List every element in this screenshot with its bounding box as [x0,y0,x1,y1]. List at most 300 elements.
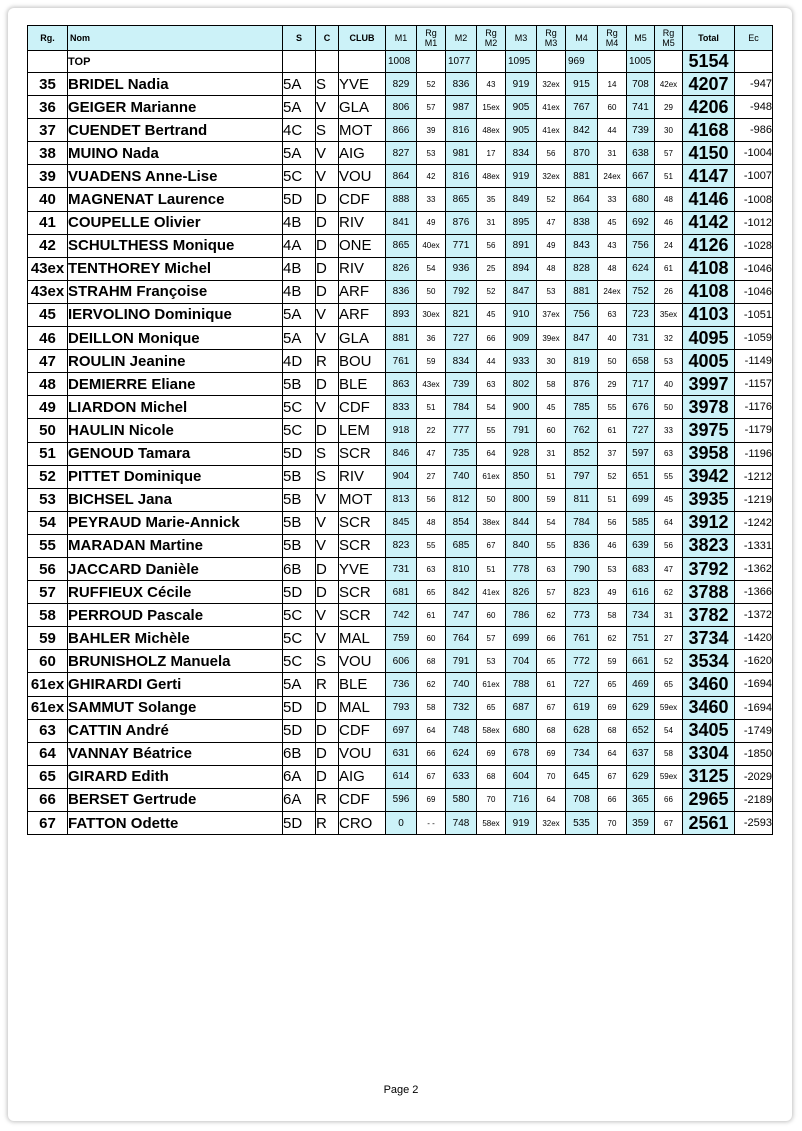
rank-cell: 35 [28,73,68,96]
m1-cell: 731 [386,557,417,580]
m3-cell: 800 [506,488,537,511]
m3-cell: 894 [506,257,537,280]
name-cell: DEILLON Monique [68,327,283,350]
rgm4-cell: 37 [598,442,627,465]
series-cell: 5B [283,511,316,534]
total-cell: 3935 [683,488,735,511]
m5-cell: 597 [627,442,655,465]
total-cell: 3734 [683,627,735,650]
category-cell: V [316,396,339,419]
total-cell: 4108 [683,280,735,303]
club-cell: RIV [339,257,386,280]
category-cell: D [316,419,339,442]
rgm3-cell: 51 [537,465,566,488]
rgm3-cell: 49 [537,234,566,257]
rank-cell: 61ex [28,673,68,696]
rgm3-cell: 37ex [537,303,566,326]
m5-cell: 752 [627,280,655,303]
rgm3-cell: 69 [537,742,566,765]
rgm1-cell: - - [417,812,446,835]
ec-cell: -1196 [735,442,773,465]
rgm5-cell: 59ex [655,765,683,788]
category-cell: S [316,465,339,488]
club-cell: MOT [339,119,386,142]
rank-cell: 57 [28,581,68,604]
m1-cell: 813 [386,488,417,511]
rgm2-cell: 43 [477,73,506,96]
m1-cell: 606 [386,650,417,673]
series-cell: 5C [283,396,316,419]
rgm3-cell: 41ex [537,119,566,142]
m4-cell: 797 [566,465,598,488]
table-row [28,465,773,488]
m5-cell: 639 [627,534,655,557]
rgm3-cell: 58 [537,373,566,396]
table-row [28,673,773,696]
rgm2-line2: M2 [484,38,498,48]
table-row [28,627,773,650]
rgm1-cell: 62 [417,673,446,696]
name-cell: BERSET Gertrude [68,788,283,811]
rgm3-cell: 64 [537,788,566,811]
col-m3-header: M3 [506,26,537,51]
m2-cell: 791 [446,650,477,673]
results-table [27,25,773,835]
rgm1-cell: 36 [417,327,446,350]
m4-cell: 819 [566,350,598,373]
rgm3-cell: 68 [537,719,566,742]
m5-cell: 756 [627,234,655,257]
series-cell: 5A [283,303,316,326]
col-m2-header: M2 [446,26,477,51]
name-cell: MARADAN Martine [68,534,283,557]
m2-cell: 739 [446,373,477,396]
rgm5-line2: M5 [662,38,675,48]
ec-cell: -2593 [735,812,773,835]
top-total: 5154 [683,51,735,73]
m5-cell: 585 [627,511,655,534]
rank-cell: 49 [28,396,68,419]
m3-cell: 680 [506,719,537,742]
m2-cell: 771 [446,234,477,257]
rgm5-cell: 66 [655,788,683,811]
name-cell: GIRARD Edith [68,765,283,788]
rgm5-cell: 45 [655,488,683,511]
col-m1-header: M1 [386,26,417,51]
rgm3-cell: 48 [537,257,566,280]
total-cell: 4168 [683,119,735,142]
m2-cell: 685 [446,534,477,557]
table-row [28,280,773,303]
m3-cell: 919 [506,73,537,96]
rank-cell: 67 [28,812,68,835]
rank-cell: 43ex [28,257,68,280]
rgm2-cell: 25 [477,257,506,280]
rgm1-cell: 33 [417,188,446,211]
rgm4-cell: 24ex [598,280,627,303]
table-row [28,396,773,419]
m3-cell: 891 [506,234,537,257]
m4-cell: 645 [566,765,598,788]
total-cell: 3460 [683,696,735,719]
rgm1-cell: 49 [417,211,446,234]
total-cell: 3782 [683,604,735,627]
table-row [28,327,773,350]
m3-cell: 716 [506,788,537,811]
table-row [28,534,773,557]
m4-cell: 811 [566,488,598,511]
total-cell: 4207 [683,73,735,96]
rgm4-cell: 68 [598,719,627,742]
m5-cell: 658 [627,350,655,373]
table-row [28,812,773,835]
header-row [28,26,773,51]
category-cell: D [316,280,339,303]
rgm1-cell: 42 [417,165,446,188]
col-name-header: Nom [68,26,283,51]
series-cell: 5B [283,373,316,396]
category-cell: D [316,234,339,257]
table-row [28,581,773,604]
category-cell: D [316,765,339,788]
m2-cell: 740 [446,465,477,488]
rgm1-cell: 69 [417,788,446,811]
table-row [28,765,773,788]
top-row [28,51,773,73]
rank-cell: 46 [28,327,68,350]
table-row [28,557,773,580]
rank-cell: 61ex [28,696,68,719]
category-cell: D [316,188,339,211]
m4-cell: 762 [566,419,598,442]
club-cell: YVE [339,557,386,580]
m1-cell: 864 [386,165,417,188]
m4-cell: 761 [566,627,598,650]
m3-cell: 928 [506,442,537,465]
rgm5-cell: 55 [655,465,683,488]
category-cell: R [316,788,339,811]
rgm3-cell: 55 [537,534,566,557]
club-cell: LEM [339,419,386,442]
rgm1-line2: M1 [424,38,438,48]
ec-cell: -1749 [735,719,773,742]
m3-cell: 826 [506,581,537,604]
rgm2-cell: 53 [477,650,506,673]
rgm1-cell: 66 [417,742,446,765]
m1-cell: 759 [386,627,417,650]
name-cell: SAMMUT Solange [68,696,283,719]
m5-cell: 637 [627,742,655,765]
m4-cell: 876 [566,373,598,396]
rgm4-cell: 49 [598,581,627,604]
rgm2-cell: 51 [477,557,506,580]
rgm5-cell: 59ex [655,696,683,719]
name-cell: CATTIN André [68,719,283,742]
rgm4-line1: Rg [606,28,618,38]
category-cell: S [316,73,339,96]
category-cell: V [316,142,339,165]
rgm2-cell: 56 [477,234,506,257]
total-cell: 3942 [683,465,735,488]
m2-cell: 821 [446,303,477,326]
rgm2-cell: 63 [477,373,506,396]
club-cell: VOU [339,165,386,188]
rgm4-cell: 44 [598,119,627,142]
rgm1-cell: 58 [417,696,446,719]
rgm5-cell: 57 [655,142,683,165]
m5-cell: 359 [627,812,655,835]
series-cell: 5A [283,73,316,96]
m1-cell: 823 [386,534,417,557]
series-cell: 6B [283,557,316,580]
total-cell: 3958 [683,442,735,465]
club-cell: CRO [339,812,386,835]
ec-cell: -1059 [735,327,773,350]
rgm2-cell: 69 [477,742,506,765]
m1-cell: 736 [386,673,417,696]
category-cell: D [316,696,339,719]
rgm2-cell: 50 [477,488,506,511]
ec-cell: -2029 [735,765,773,788]
m3-cell: 933 [506,350,537,373]
total-cell: 3788 [683,581,735,604]
m5-cell: 683 [627,557,655,580]
rgm5-cell: 62 [655,581,683,604]
m3-cell: 604 [506,765,537,788]
name-cell: IERVOLINO Dominique [68,303,283,326]
series-cell: 5A [283,96,316,119]
rgm5-cell: 30 [655,119,683,142]
col-c-header: C [316,26,339,51]
rank-cell: 42 [28,234,68,257]
m1-cell: 865 [386,234,417,257]
rank-cell: 37 [28,119,68,142]
rgm2-cell: 64 [477,442,506,465]
m1-cell: 826 [386,257,417,280]
m3-cell: 895 [506,211,537,234]
club-cell: MOT [339,488,386,511]
rgm4-cell: 62 [598,627,627,650]
rgm5-cell: 29 [655,96,683,119]
ec-cell: -1179 [735,419,773,442]
top-label: TOP [68,51,283,73]
rgm2-cell: 41ex [477,581,506,604]
rgm3-cell: 67 [537,696,566,719]
rgm4-cell: 64 [598,742,627,765]
rgm3-cell: 41ex [537,96,566,119]
rgm2-cell: 58ex [477,719,506,742]
m5-cell: 624 [627,257,655,280]
ec-cell: -1694 [735,696,773,719]
rgm3-cell: 30 [537,350,566,373]
rgm2-cell: 58ex [477,812,506,835]
name-cell: BICHSEL Jana [68,488,283,511]
name-cell: MAGNENAT Laurence [68,188,283,211]
total-cell: 2965 [683,788,735,811]
club-cell: RIV [339,465,386,488]
m2-cell: 748 [446,812,477,835]
rgm5-cell: 65 [655,673,683,696]
rgm4-cell: 50 [598,350,627,373]
total-cell: 4142 [683,211,735,234]
m5-cell: 692 [627,211,655,234]
name-cell: BRUNISHOLZ Manuela [68,650,283,673]
m4-cell: 836 [566,534,598,557]
m3-cell: 844 [506,511,537,534]
m1-cell: 841 [386,211,417,234]
rgm4-cell: 56 [598,511,627,534]
m5-cell: 734 [627,604,655,627]
rgm4-cell: 53 [598,557,627,580]
total-cell: 4103 [683,303,735,326]
m5-cell: 739 [627,119,655,142]
m2-cell: 836 [446,73,477,96]
rgm4-cell: 60 [598,96,627,119]
rgm1-cell: 55 [417,534,446,557]
rgm5-cell: 26 [655,280,683,303]
m3-cell: 802 [506,373,537,396]
rgm5-cell: 54 [655,719,683,742]
total-cell: 4147 [683,165,735,188]
club-cell: CDF [339,396,386,419]
rgm2-cell: 57 [477,627,506,650]
rgm1-cell: 63 [417,557,446,580]
club-cell: BLE [339,673,386,696]
rank-cell: 66 [28,788,68,811]
rank-cell: 40 [28,188,68,211]
ec-cell: -1008 [735,188,773,211]
m5-cell: 731 [627,327,655,350]
m4-cell: 756 [566,303,598,326]
m5-cell: 727 [627,419,655,442]
club-cell: AIG [339,142,386,165]
ec-cell: -1372 [735,604,773,627]
m2-cell: 732 [446,696,477,719]
rgm4-cell: 33 [598,188,627,211]
m1-cell: 846 [386,442,417,465]
m4-cell: 628 [566,719,598,742]
rgm3-cell: 53 [537,280,566,303]
m4-cell: 842 [566,119,598,142]
ec-cell: -1694 [735,673,773,696]
rgm4-cell: 51 [598,488,627,511]
rank-cell: 58 [28,604,68,627]
m2-cell: 727 [446,327,477,350]
m3-cell: 704 [506,650,537,673]
col-m5-header: M5 [627,26,655,51]
m5-cell: 616 [627,581,655,604]
rgm3-cell: 65 [537,650,566,673]
ec-cell: -1046 [735,257,773,280]
rgm3-cell: 61 [537,673,566,696]
name-cell: PERROUD Pascale [68,604,283,627]
club-cell: GLA [339,327,386,350]
category-cell: S [316,442,339,465]
rank-cell: 38 [28,142,68,165]
rgm1-cell: 59 [417,350,446,373]
m2-cell: 865 [446,188,477,211]
rgm4-cell: 48 [598,257,627,280]
category-cell: V [316,511,339,534]
rgm1-cell: 50 [417,280,446,303]
rgm5-cell: 63 [655,442,683,465]
m4-cell: 790 [566,557,598,580]
m3-cell: 778 [506,557,537,580]
total-cell: 3405 [683,719,735,742]
m4-cell: 619 [566,696,598,719]
m3-cell: 910 [506,303,537,326]
m5-cell: 741 [627,96,655,119]
m3-cell: 791 [506,419,537,442]
m4-cell: 767 [566,96,598,119]
rgm5-cell: 64 [655,511,683,534]
series-cell: 4B [283,257,316,280]
ec-cell: -1242 [735,511,773,534]
col-s-header: S [283,26,316,51]
name-cell: BAHLER Michèle [68,627,283,650]
rgm2-cell: 60 [477,604,506,627]
rgm3-cell: 31 [537,442,566,465]
category-cell: D [316,719,339,742]
total-cell: 3978 [683,396,735,419]
rgm2-cell: 67 [477,534,506,557]
ec-cell: -1149 [735,350,773,373]
table-row [28,488,773,511]
col-rgm2-header [477,26,506,51]
ec-cell: -1051 [735,303,773,326]
name-cell: PITTET Dominique [68,465,283,488]
series-cell: 5C [283,419,316,442]
rgm1-cell: 51 [417,396,446,419]
rgm3-cell: 39ex [537,327,566,350]
m1-cell: 614 [386,765,417,788]
ec-cell: -1157 [735,373,773,396]
ec-cell: -1850 [735,742,773,765]
name-cell: DEMIERRE Eliane [68,373,283,396]
table-row [28,96,773,119]
total-cell: 3912 [683,511,735,534]
table-row [28,303,773,326]
rgm2-cell: 44 [477,350,506,373]
m2-cell: 812 [446,488,477,511]
rgm3-cell: 54 [537,511,566,534]
rgm2-cell: 54 [477,396,506,419]
m1-cell: 697 [386,719,417,742]
rgm3-cell: 32ex [537,73,566,96]
col-club-header: CLUB [339,26,386,51]
ec-cell: -1420 [735,627,773,650]
table-row [28,188,773,211]
rgm2-cell: 68 [477,765,506,788]
m4-cell: 708 [566,788,598,811]
m5-cell: 365 [627,788,655,811]
rgm2-cell: 48ex [477,165,506,188]
table-row [28,419,773,442]
club-cell: GLA [339,96,386,119]
top-m3: 1095 [506,51,537,73]
m4-cell: 870 [566,142,598,165]
m1-cell: 0 [386,812,417,835]
rgm3-cell: 59 [537,488,566,511]
rgm3-cell: 60 [537,419,566,442]
rgm1-cell: 43ex [417,373,446,396]
m3-cell: 840 [506,534,537,557]
m5-cell: 667 [627,165,655,188]
name-cell: FATTON Odette [68,812,283,835]
rgm4-cell: 31 [598,142,627,165]
name-cell: GHIRARDI Gerti [68,673,283,696]
club-cell: ONE [339,234,386,257]
